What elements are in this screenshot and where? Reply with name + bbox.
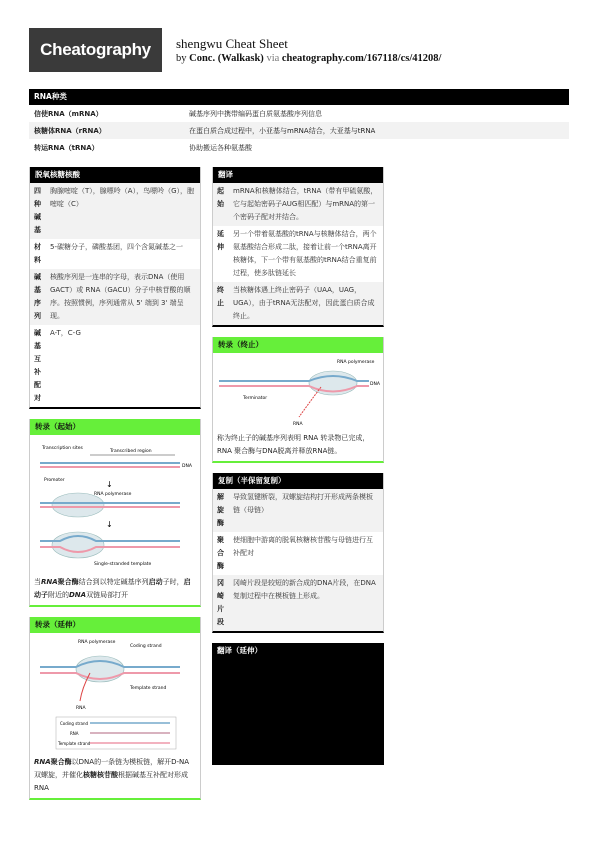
cheatography-logo[interactable] bbox=[29, 28, 162, 72]
row-value: 5-碳糖分子，磷酸基团，四个含氮碱基之一 bbox=[50, 243, 183, 251]
label-transcription-sites: Transcription sites bbox=[42, 446, 83, 451]
row-value: 核酸序列是一连串的字母，表示DNA（使用 GACT）或 RNA（GACU）分子中核苷酸的顺序。按照惯例，序列通常从 5' 端到 3' 端呈现。 bbox=[50, 273, 191, 320]
table-row bbox=[30, 269, 200, 325]
section-title: RNA种类 bbox=[29, 89, 569, 105]
table-row bbox=[30, 325, 200, 407]
section-title: 翻译 bbox=[213, 167, 383, 183]
label-rna-polymerase: RNA polymerase bbox=[94, 492, 132, 497]
row-value: 另一个带着氨基酸的tRNA与核糖体结合，两个氨基酸结合形成二肽，接着让前一个tRNA离开核糖体，下一个带有氨基酸的tRNA结合重复前过程，使多肽链延长 bbox=[233, 230, 377, 277]
row-key: 核糖体RNA（rRNA） bbox=[34, 126, 106, 135]
section-title: 转录（延伸） bbox=[30, 617, 200, 633]
table-row bbox=[29, 122, 569, 139]
row-key: 材料 bbox=[34, 243, 41, 264]
label-coding-strand: Coding strand bbox=[130, 644, 162, 649]
transcription-end-caption: 称为终止子的碱基序列表明 RNA 转录物已完成，RNA 聚合酶与DNA脱离并释放RNA链。 bbox=[217, 434, 370, 455]
table-row bbox=[213, 282, 383, 325]
row-key: 碱基互补配对 bbox=[34, 329, 41, 402]
transcription-start-caption: 当RNA聚合酶结合到以特定碱基序列启动子时，启动子附近的DNA双链局部打开 bbox=[34, 578, 191, 599]
label-rna-polymerase: RNA polymerase bbox=[78, 640, 116, 645]
translation-elong-figure bbox=[212, 659, 384, 765]
label-template-strand-2: Template strand bbox=[58, 741, 91, 746]
row-value: 使细胞中游离的脱氧核糖核苷酸与母链进行互补配对 bbox=[233, 536, 373, 557]
logo-text: Cheatography bbox=[40, 40, 151, 59]
row-key: 聚合酶 bbox=[217, 536, 224, 570]
row-value: 当核糖体遇上终止密码子（UAA，UAG，UGA），由于tRNA无法配对，因此蛋白质合成终止。 bbox=[233, 286, 375, 320]
transcription-start-diagram bbox=[30, 435, 200, 573]
translation-section bbox=[212, 167, 384, 327]
label-promoter: Promoter bbox=[44, 478, 65, 483]
row-value: 碱基序列中携带编码蛋白质氨基酸序列信息 bbox=[189, 109, 322, 118]
label-transcribed-region: Transcribed region bbox=[110, 449, 152, 454]
row-key: 解旋酶 bbox=[217, 493, 224, 527]
transcription-start-section bbox=[29, 419, 201, 607]
sheet-url-link[interactable]: cheatography.com/167118/cs/41208/ bbox=[281, 53, 442, 64]
label-rna-2: RNA bbox=[70, 731, 79, 736]
label-rna: RNA bbox=[76, 706, 86, 711]
section-title: 脱氧核糖核酸 bbox=[30, 167, 200, 183]
row-value: mRNA和核糖体结合，tRNA（带有甲硫氨酸，它与起始密码子AUG相匹配）与mRNA的第一个密码子配对并结合。 bbox=[233, 187, 378, 221]
section-title: 转录（起始） bbox=[30, 419, 200, 435]
label-dna: DNA bbox=[370, 382, 380, 387]
row-key: 四种碱基 bbox=[34, 187, 41, 234]
transcription-end-diagram bbox=[213, 353, 383, 429]
label-coding-strand-2: Coding strand bbox=[60, 721, 89, 726]
table-row bbox=[213, 575, 383, 631]
row-value: 胸腺嘧啶（T），腺嘌呤（A），鸟嘌呤（G），胞嘧啶（C） bbox=[50, 187, 194, 208]
label-single-stranded: Single-stranded template bbox=[94, 562, 152, 567]
label-template-strand: Template strand bbox=[130, 686, 167, 691]
table-row bbox=[213, 226, 383, 282]
transcription-start-figure bbox=[30, 435, 200, 573]
label-rna-polymerase: RNA polymerase bbox=[337, 360, 375, 365]
label-dna: DNA bbox=[182, 464, 192, 469]
page-title: shengwu Cheat Sheet bbox=[176, 36, 288, 51]
row-key: 终止 bbox=[217, 286, 224, 307]
transcription-elong-diagram bbox=[30, 633, 200, 753]
label-terminator: Terminator bbox=[243, 396, 268, 401]
row-value: 在蛋白质合成过程中，小亚基与mRNA结合，大亚基与tRNA bbox=[189, 126, 376, 135]
transcription-end-figure bbox=[213, 353, 383, 429]
table-row bbox=[29, 105, 569, 122]
left-column bbox=[29, 167, 201, 800]
row-key: 起始 bbox=[217, 187, 224, 208]
row-value: 协助搬运各种氨基酸 bbox=[189, 143, 252, 152]
arrow-down-icon: ↓ bbox=[106, 480, 113, 489]
author-link[interactable]: Conc. (Walkask) bbox=[189, 53, 264, 64]
table-row bbox=[29, 139, 569, 156]
replication-section bbox=[212, 473, 384, 633]
byline bbox=[176, 53, 441, 64]
row-key: 冈崎片段 bbox=[217, 579, 224, 626]
table-row bbox=[213, 532, 383, 575]
transcription-elong-figure bbox=[30, 633, 200, 753]
section-title: 复制（半保留复制） bbox=[213, 473, 383, 489]
row-value: 导致氢键断裂，双螺旋结构打开形成两条模板链（母链） bbox=[233, 493, 373, 514]
row-value: A-T，C-G bbox=[50, 329, 81, 337]
transcription-end-section bbox=[212, 337, 384, 463]
rna-types-section bbox=[29, 89, 569, 156]
table-row bbox=[213, 489, 383, 532]
table-row bbox=[30, 239, 200, 269]
arrow-down-icon: ↓ bbox=[106, 520, 113, 529]
section-title: 转录（终止） bbox=[213, 337, 383, 353]
byline-via: via bbox=[266, 53, 280, 64]
transcription-elong-section bbox=[29, 617, 201, 800]
row-key: 碱基序列 bbox=[34, 273, 41, 320]
row-value: 冈崎片段是较短的新合成的DNA片段，在DNA复制过程中在模板链上形成。 bbox=[233, 579, 376, 600]
dna-section bbox=[29, 167, 201, 409]
right-column bbox=[212, 167, 384, 765]
table-row bbox=[30, 183, 200, 239]
row-key: 延伸 bbox=[217, 230, 224, 251]
section-title: 翻译（延伸） bbox=[212, 643, 384, 659]
translation-elong-section bbox=[212, 643, 384, 765]
row-key: 转运RNA（tRNA） bbox=[34, 143, 99, 152]
byline-by: by bbox=[176, 53, 187, 64]
table-row bbox=[213, 183, 383, 226]
transcription-elong-caption: RNA聚合酶以DNA的一条链为模板链，解开D-NA双螺旋，并催化核糖核苷酸根据碱基互补配对形成RNA bbox=[34, 758, 190, 792]
row-key: 信使RNA（mRNA） bbox=[34, 109, 103, 118]
label-rna: RNA bbox=[293, 422, 303, 427]
